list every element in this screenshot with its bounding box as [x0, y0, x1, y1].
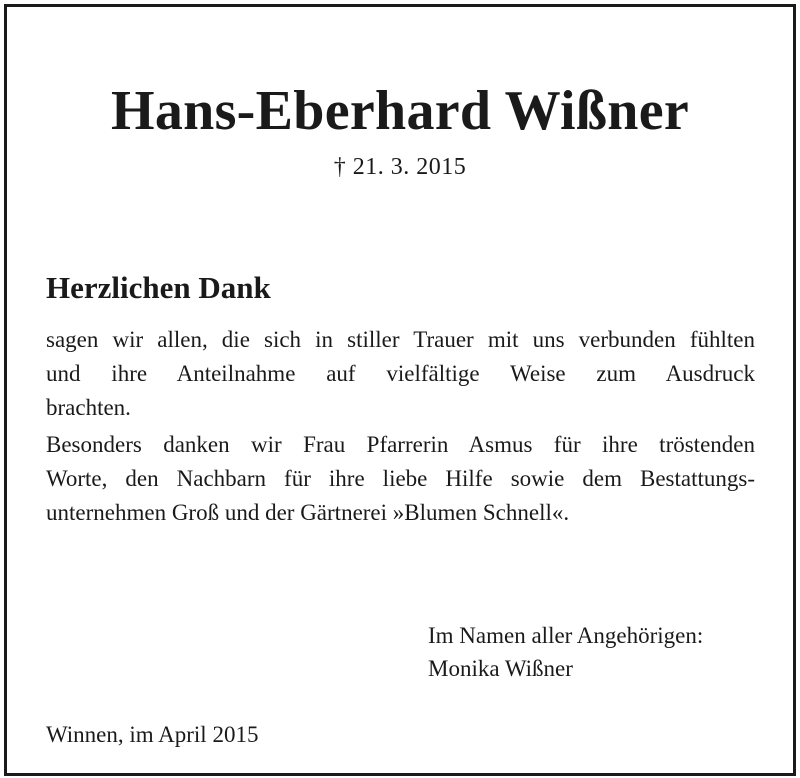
place-and-date: Winnen, im April 2015	[46, 722, 259, 747]
text-line: brachten.	[46, 395, 131, 420]
thanks-heading: Herzlichen Dank	[46, 270, 271, 305]
signature-block	[428, 619, 703, 685]
signature-intro: Im Namen aller Angehörigen:	[428, 623, 704, 648]
deceased-name: Hans-Eberhard Wißner	[110, 80, 690, 142]
text-line: Besonders danken wir Frau Pfarrerin Asmus für ihre tröstenden	[46, 432, 755, 457]
special-thanks-paragraph	[46, 428, 755, 530]
signature-name: Monika Wißner	[428, 656, 573, 681]
thanks-paragraph	[46, 323, 755, 425]
text-line: unternehmen Groß und der Gärtnerei »Blumen Schnell«.	[46, 500, 570, 525]
text-line: Worte, den Nachbarn für ihre liebe Hilfe sowie dem Bestattungs-	[46, 466, 755, 491]
text-line: und ihre Anteilnahme auf vielfältige Weise zum Ausdruck	[46, 361, 755, 386]
death-date: † 21. 3. 2015	[333, 154, 467, 180]
text-line: sagen wir allen, die sich in stiller Trauer mit uns verbunden fühlten	[46, 327, 755, 352]
